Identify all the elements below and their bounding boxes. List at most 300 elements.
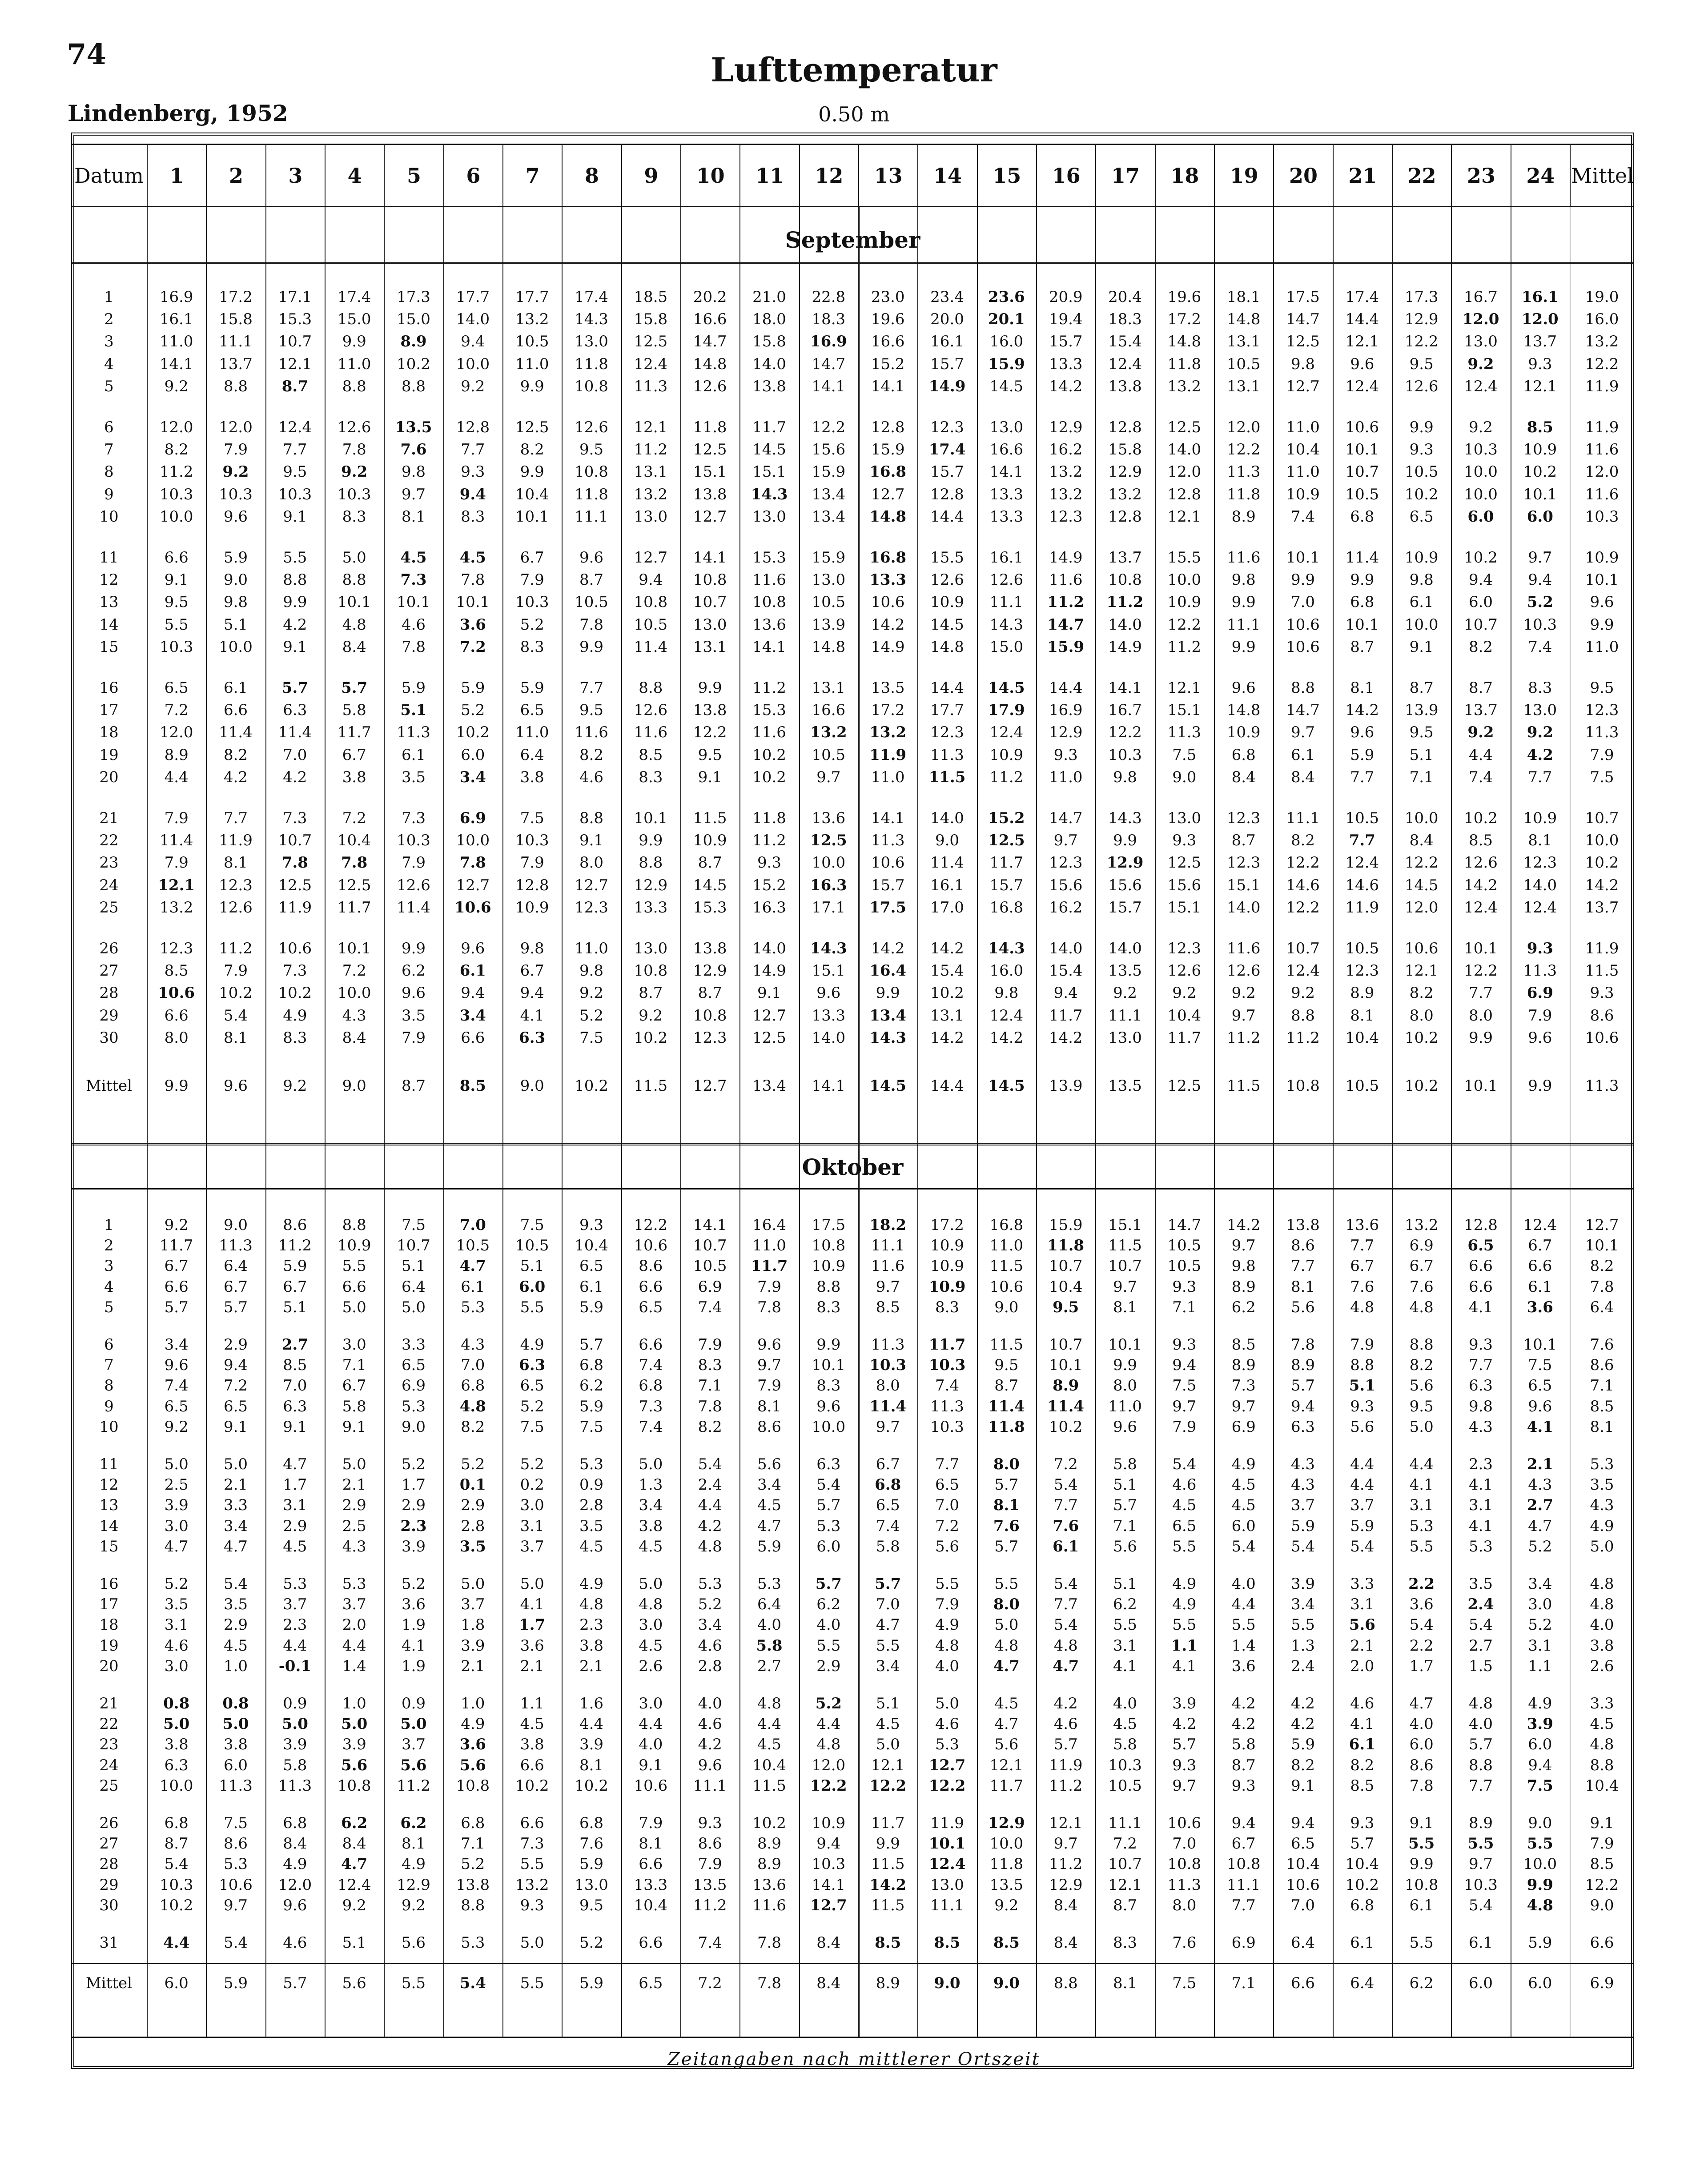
temperature-cell: 6.1 bbox=[1468, 1934, 1493, 1952]
temperature-cell: 5.5 bbox=[1113, 1616, 1137, 1634]
temperature-cell: 7.2 bbox=[223, 1377, 248, 1395]
temperature-cell: 2.0 bbox=[1350, 1657, 1374, 1675]
temperature-cell: 12.2 bbox=[812, 418, 846, 436]
temperature-cell: 16.8 bbox=[989, 898, 1024, 916]
temperature-cell: 10.3 bbox=[337, 485, 371, 503]
temperature-cell: 5.2 bbox=[1528, 1537, 1552, 1555]
temperature-cell: 10.1 bbox=[337, 940, 371, 957]
temperature-cell: 10.2 bbox=[1464, 809, 1498, 827]
temperature-cell: 10.0 bbox=[1404, 809, 1439, 827]
temperature-cell: 9.5 bbox=[698, 746, 722, 764]
temperature-cell: 8.2 bbox=[1290, 1756, 1315, 1774]
temperature-cell: 5.3 bbox=[1409, 1517, 1434, 1535]
temperature-cell: 10.1 bbox=[1523, 1336, 1557, 1354]
day-label: 11 bbox=[99, 549, 119, 567]
temperature-cell: 4.4 bbox=[579, 1715, 604, 1733]
temperature-cell: 8.2 bbox=[1409, 1356, 1434, 1374]
temperature-cell: 2.9 bbox=[461, 1496, 485, 1515]
col-header-hour-19: 19 bbox=[1214, 145, 1273, 206]
temperature-cell: 11.8 bbox=[1047, 1237, 1085, 1255]
temperature-cell: 10.8 bbox=[752, 593, 786, 611]
temperature-cell: 8.5 bbox=[1350, 1776, 1374, 1795]
temperature-cell: 11.5 bbox=[752, 1776, 786, 1795]
temperature-cell: 9.7 bbox=[1053, 832, 1078, 850]
temperature-cell: 2.9 bbox=[283, 1517, 307, 1535]
temperature-cell: 10.9 bbox=[1167, 593, 1202, 611]
temperature-cell: 9.9 bbox=[698, 679, 722, 697]
temperature-cell: 4.3 bbox=[342, 1537, 366, 1555]
temperature-cell: 8.8 bbox=[283, 571, 307, 589]
day-label: 30 bbox=[99, 1896, 119, 1914]
temperature-cell: 12.4 bbox=[278, 418, 312, 436]
temperature-cell: 3.1 bbox=[1113, 1636, 1137, 1655]
temperature-cell: 1.7 bbox=[1409, 1657, 1434, 1675]
col-header-hour-1: 1 bbox=[147, 145, 206, 206]
temperature-cell: 14.3 bbox=[988, 940, 1025, 957]
temperature-cell: 5.1 bbox=[876, 1695, 900, 1712]
temperature-cell: 11.7 bbox=[752, 418, 786, 436]
temperature-cell: 6.8 bbox=[461, 1377, 485, 1395]
temperature-cell: 4.2 bbox=[1053, 1695, 1078, 1712]
temperature-cell: 10.2 bbox=[575, 1776, 608, 1795]
temperature-cell: 8.1 bbox=[1290, 1278, 1315, 1296]
temperature-cell: 12.7 bbox=[928, 1756, 966, 1774]
temperature-cell: 11.8 bbox=[575, 355, 608, 373]
temperature-cell: 5.1 bbox=[223, 615, 248, 634]
temperature-cell: 8.6 bbox=[283, 1216, 307, 1234]
temperature-cell: 9.7 bbox=[1528, 549, 1552, 567]
temperature-cell: 9.2 bbox=[1527, 723, 1553, 742]
day-label: 23 bbox=[99, 1736, 119, 1754]
temperature-cell: 7.2 bbox=[164, 701, 189, 719]
daily-mean-cell: 7.9 bbox=[1590, 1835, 1614, 1853]
temperature-cell: 9.3 bbox=[1172, 1756, 1197, 1774]
temperature-cell: 12.9 bbox=[1108, 463, 1142, 481]
temperature-cell: 4.8 bbox=[1350, 1298, 1374, 1316]
temperature-cell: 9.6 bbox=[1350, 723, 1374, 742]
temperature-cell: 12.7 bbox=[1286, 377, 1320, 395]
temperature-cell: 6.1 bbox=[1409, 593, 1434, 611]
temperature-cell: 5.2 bbox=[1527, 593, 1553, 611]
temperature-cell: 12.1 bbox=[989, 1756, 1024, 1774]
temperature-cell: 7.7 bbox=[1350, 768, 1374, 786]
temperature-cell: 10.5 bbox=[1167, 1237, 1202, 1255]
temperature-cell: 3.6 bbox=[459, 1736, 486, 1754]
temperature-cell: 14.9 bbox=[752, 962, 786, 980]
temperature-cell: 10.3 bbox=[278, 485, 312, 503]
temperature-cell: 4.8 bbox=[579, 1595, 604, 1614]
temperature-cell: 5.2 bbox=[401, 1575, 426, 1593]
temperature-cell: 12.2 bbox=[1404, 333, 1439, 351]
temperature-cell: 6.2 bbox=[401, 962, 426, 980]
temperature-cell: 6.8 bbox=[461, 1814, 485, 1832]
temperature-cell: 6.1 bbox=[1053, 1537, 1079, 1555]
temperature-cell: 4.2 bbox=[1231, 1715, 1256, 1733]
temperature-cell: 6.6 bbox=[639, 1278, 663, 1296]
temperature-cell: 4.0 bbox=[1231, 1575, 1256, 1593]
temperature-cell: 4.0 bbox=[1409, 1715, 1434, 1733]
temperature-cell: 11.6 bbox=[634, 723, 668, 742]
day-label: 20 bbox=[99, 768, 119, 786]
temperature-cell: 10.5 bbox=[515, 333, 549, 351]
temperature-cell: 6.5 bbox=[520, 701, 544, 719]
temperature-cell: 11.5 bbox=[871, 1896, 905, 1914]
temperature-cell: 6.2 bbox=[1231, 1298, 1256, 1316]
temperature-cell: 9.2 bbox=[1468, 418, 1493, 436]
temperature-cell: 4.4 bbox=[164, 768, 189, 786]
temperature-cell: 12.5 bbox=[1286, 333, 1320, 351]
temperature-cell: 8.1 bbox=[223, 854, 248, 872]
temperature-cell: 4.9 bbox=[520, 1336, 544, 1354]
temperature-cell: 16.9 bbox=[1049, 701, 1083, 719]
temperature-cell: 17.1 bbox=[278, 288, 312, 306]
temperature-cell: 4.4 bbox=[639, 1715, 663, 1733]
daily-mean-cell: 11.6 bbox=[1585, 441, 1619, 459]
day-label: 7 bbox=[104, 441, 114, 459]
temperature-cell: 4.5 bbox=[1172, 1496, 1197, 1515]
temperature-cell: 17.0 bbox=[930, 898, 964, 916]
temperature-cell: 15.2 bbox=[752, 876, 786, 894]
temperature-cell: 4.9 bbox=[283, 1006, 307, 1025]
temperature-cell: 15.6 bbox=[812, 441, 846, 459]
temperature-cell: 18.1 bbox=[1226, 288, 1261, 306]
temperature-cell: 5.9 bbox=[520, 679, 544, 697]
temperature-cell: 9.4 bbox=[1290, 1397, 1315, 1415]
temperature-cell: 10.3 bbox=[1464, 1876, 1498, 1894]
daily-mean-cell: 13.2 bbox=[1585, 333, 1619, 351]
temperature-cell: 10.1 bbox=[928, 1835, 966, 1853]
temperature-cell: 4.3 bbox=[1290, 1476, 1315, 1494]
temperature-cell: 15.7 bbox=[930, 463, 964, 481]
temperature-cell: 10.2 bbox=[515, 1776, 549, 1795]
temperature-cell: 13.6 bbox=[752, 615, 786, 634]
temperature-cell: 10.0 bbox=[1404, 615, 1439, 634]
temperature-cell: 2.1 bbox=[1527, 1455, 1553, 1473]
temperature-cell: 6.5 bbox=[579, 1257, 604, 1275]
temperature-cell: 12.6 bbox=[397, 876, 430, 894]
temperature-cell: 9.4 bbox=[1231, 1814, 1256, 1832]
temperature-cell: 4.5 bbox=[757, 1496, 782, 1515]
temperature-cell: 7.3 bbox=[1231, 1377, 1256, 1395]
temperature-cell: 4.4 bbox=[1350, 1476, 1374, 1494]
temperature-cell: 5.6 bbox=[459, 1756, 486, 1774]
footer-note: Zeitangaben nach mittlerer Ortszeit bbox=[667, 2049, 1041, 2070]
temperature-cell: 14.2 bbox=[871, 940, 905, 957]
temperature-cell: 4.2 bbox=[1290, 1715, 1315, 1733]
temperature-cell: 4.0 bbox=[935, 1657, 960, 1675]
temperature-cell: 4.5 bbox=[639, 1537, 663, 1555]
temperature-cell: 3.7 bbox=[461, 1595, 485, 1614]
temperature-cell: 6.5 bbox=[639, 1298, 663, 1316]
temperature-cell: 5.0 bbox=[342, 1455, 366, 1473]
temperature-cell: 9.9 bbox=[1290, 571, 1315, 589]
temperature-cell: 12.9 bbox=[1404, 310, 1439, 329]
temperature-cell: 8.5 bbox=[164, 962, 189, 980]
temperature-cell: 10.9 bbox=[928, 1278, 966, 1296]
temperature-cell: 8.3 bbox=[935, 1298, 960, 1316]
temperature-cell: 17.5 bbox=[1286, 288, 1320, 306]
temperature-cell: 7.3 bbox=[639, 1397, 663, 1415]
temperature-cell: 9.2 bbox=[461, 377, 485, 395]
temperature-cell: 7.9 bbox=[401, 854, 426, 872]
temperature-cell: 12.5 bbox=[810, 832, 847, 850]
temperature-cell: 8.1 bbox=[1350, 1006, 1374, 1025]
temperature-cell: 6.4 bbox=[401, 1278, 426, 1296]
temperature-cell: 7.7 bbox=[1350, 1237, 1374, 1255]
temperature-cell: 5.3 bbox=[757, 1575, 782, 1593]
temperature-cell: 16.8 bbox=[869, 463, 907, 481]
temperature-cell: 2.2 bbox=[1408, 1575, 1435, 1593]
temperature-cell: 5.4 bbox=[223, 1575, 248, 1593]
temperature-cell: 3.1 bbox=[1350, 1595, 1374, 1614]
temperature-cell: 13.6 bbox=[752, 1876, 786, 1894]
temperature-cell: 9.9 bbox=[1231, 593, 1256, 611]
temperature-cell: 11.2 bbox=[1286, 1029, 1320, 1047]
temperature-cell: 13.5 bbox=[871, 679, 905, 697]
day-label: 5 bbox=[104, 1298, 114, 1316]
temperature-cell: 5.3 bbox=[461, 1298, 485, 1316]
temperature-cell: 4.2 bbox=[1290, 1695, 1315, 1712]
temperature-cell: 7.3 bbox=[283, 962, 307, 980]
temperature-cell: 7.9 bbox=[1350, 1336, 1374, 1354]
temperature-cell: 15.0 bbox=[397, 310, 430, 329]
temperature-cell: 0.9 bbox=[401, 1695, 426, 1712]
temperature-cell: 3.0 bbox=[342, 1336, 366, 1354]
temperature-cell: 1.9 bbox=[401, 1657, 426, 1675]
temperature-cell: 9.6 bbox=[223, 507, 248, 526]
temperature-cell: 10.2 bbox=[930, 984, 964, 1002]
temperature-cell: 8.0 bbox=[1409, 1006, 1434, 1025]
temperature-cell: 5.3 bbox=[342, 1575, 366, 1593]
temperature-cell: 11.3 bbox=[1523, 962, 1557, 980]
temperature-cell: 6.7 bbox=[520, 962, 544, 980]
daily-mean-cell: 13.7 bbox=[1585, 898, 1619, 916]
daily-mean-cell: 9.5 bbox=[1590, 679, 1614, 697]
daily-mean-cell: 4.5 bbox=[1590, 1715, 1614, 1733]
temperature-cell: 5.5 bbox=[1408, 1835, 1435, 1853]
temperature-cell: 10.9 bbox=[1226, 723, 1261, 742]
temperature-cell: 5.4 bbox=[1053, 1575, 1078, 1593]
temperature-cell: 12.0 bbox=[1404, 898, 1439, 916]
col-header-hour-8: 8 bbox=[562, 145, 621, 206]
temperature-cell: 9.4 bbox=[461, 984, 485, 1002]
temperature-cell: 4.5 bbox=[1113, 1715, 1137, 1733]
temperature-cell: 5.7 bbox=[1053, 1736, 1078, 1754]
day-label: 9 bbox=[104, 1397, 114, 1415]
temperature-cell: 12.0 bbox=[812, 1756, 846, 1774]
temperature-cell: 5.7 bbox=[1172, 1736, 1197, 1754]
temperature-cell: 3.9 bbox=[1172, 1695, 1197, 1712]
day-label: 25 bbox=[99, 1776, 119, 1795]
temperature-cell: 14.9 bbox=[1108, 638, 1142, 656]
temperature-cell: 5.3 bbox=[1468, 1537, 1493, 1555]
temperature-cell: 13.4 bbox=[812, 507, 846, 526]
temperature-cell: 7.7 bbox=[1349, 832, 1375, 850]
temperature-cell: 14.5 bbox=[693, 876, 727, 894]
day-label: 18 bbox=[99, 1616, 119, 1634]
daily-mean-cell: 10.0 bbox=[1585, 832, 1619, 850]
temperature-cell: 14.2 bbox=[869, 1876, 907, 1894]
temperature-cell: 6.6 bbox=[223, 701, 248, 719]
temperature-cell: 9.8 bbox=[401, 463, 426, 481]
temperature-cell: 11.2 bbox=[1049, 1776, 1083, 1795]
temperature-cell: 12.4 bbox=[337, 1876, 371, 1894]
temperature-cell: 15.9 bbox=[1049, 1216, 1083, 1234]
temperature-cell: 12.8 bbox=[1108, 507, 1142, 526]
temperature-cell: 13.5 bbox=[989, 1876, 1024, 1894]
temperature-cell: 10.4 bbox=[337, 832, 371, 850]
temperature-cell: 6.6 bbox=[520, 1756, 544, 1774]
temperature-cell: 4.6 bbox=[283, 1934, 307, 1952]
temperature-cell: 11.1 bbox=[871, 1237, 905, 1255]
temperature-cell: 4.8 bbox=[1468, 1695, 1493, 1712]
temperature-cell: 6.5 bbox=[1467, 1237, 1494, 1255]
temperature-cell: 11.2 bbox=[278, 1237, 312, 1255]
temperature-cell: 4.7 bbox=[283, 1455, 307, 1473]
temperature-cell: 14.1 bbox=[989, 463, 1024, 481]
temperature-cell: 6.8 bbox=[164, 1814, 189, 1832]
temperature-cell: 12.3 bbox=[1226, 854, 1261, 872]
temperature-cell: 4.2 bbox=[1172, 1715, 1197, 1733]
temperature-cell: 5.5 bbox=[1172, 1616, 1197, 1634]
temperature-cell: 2.8 bbox=[698, 1657, 722, 1675]
temperature-cell: 14.1 bbox=[812, 377, 846, 395]
temperature-cell: 6.3 bbox=[519, 1356, 546, 1374]
temperature-cell: 10.2 bbox=[278, 984, 312, 1002]
monthly-mean-cell: 5.9 bbox=[223, 1974, 248, 1993]
temperature-cell: 11.4 bbox=[930, 854, 964, 872]
temperature-cell: 8.6 bbox=[223, 1835, 248, 1853]
temperature-cell: 11.1 bbox=[1108, 1814, 1142, 1832]
temperature-cell: 16.0 bbox=[989, 962, 1024, 980]
temperature-cell: 14.7 bbox=[1286, 701, 1320, 719]
temperature-cell: 14.4 bbox=[1049, 679, 1083, 697]
temperature-cell: 20.2 bbox=[693, 288, 727, 306]
temperature-cell: 4.7 bbox=[994, 1715, 1019, 1733]
temperature-cell: 6.6 bbox=[639, 1336, 663, 1354]
temperature-cell: 7.9 bbox=[639, 1814, 663, 1832]
temperature-cell: 3.1 bbox=[1409, 1496, 1434, 1515]
temperature-cell: 5.5 bbox=[1172, 1537, 1197, 1555]
temperature-cell: 13.7 bbox=[219, 355, 253, 373]
daily-mean-cell: 12.3 bbox=[1585, 701, 1619, 719]
temperature-cell: 16.3 bbox=[810, 876, 847, 894]
temperature-cell: 10.0 bbox=[812, 854, 846, 872]
day-label: 17 bbox=[99, 1595, 119, 1614]
temperature-cell: 8.3 bbox=[816, 1377, 841, 1395]
temperature-cell: 14.0 bbox=[1226, 898, 1261, 916]
day-label: 19 bbox=[99, 1636, 119, 1655]
temperature-cell: 19.6 bbox=[1167, 288, 1202, 306]
temperature-cell: 10.2 bbox=[752, 1814, 786, 1832]
temperature-cell: 8.8 bbox=[639, 679, 663, 697]
temperature-cell: 4.2 bbox=[223, 768, 248, 786]
temperature-cell: 10.0 bbox=[159, 507, 193, 526]
temperature-cell: 17.4 bbox=[337, 288, 371, 306]
temperature-cell: 8.8 bbox=[1409, 1336, 1434, 1354]
temperature-cell: 0.9 bbox=[283, 1695, 307, 1712]
table-header bbox=[71, 144, 1634, 207]
temperature-cell: 8.7 bbox=[1113, 1896, 1137, 1914]
temperature-cell: 9.6 bbox=[283, 1896, 307, 1914]
temperature-cell: 14.5 bbox=[1404, 876, 1439, 894]
temperature-cell: 5.2 bbox=[164, 1575, 189, 1593]
temperature-cell: 9.7 bbox=[1113, 1278, 1137, 1296]
temperature-cell: 17.1 bbox=[812, 898, 846, 916]
temperature-cell: 9.1 bbox=[1409, 638, 1434, 656]
temperature-cell: 12.6 bbox=[693, 377, 727, 395]
temperature-cell: 5.0 bbox=[639, 1575, 663, 1593]
temperature-cell: 5.4 bbox=[1053, 1616, 1078, 1634]
temperature-cell: 13.6 bbox=[1345, 1216, 1379, 1234]
temperature-cell: 11.4 bbox=[634, 638, 668, 656]
temperature-cell: 10.9 bbox=[930, 593, 964, 611]
temperature-cell: 6.0 bbox=[519, 1278, 546, 1296]
temperature-cell: 14.2 bbox=[1464, 876, 1498, 894]
temperature-cell: 6.8 bbox=[1350, 1896, 1374, 1914]
temperature-cell: 12.7 bbox=[810, 1896, 847, 1914]
temperature-cell: 5.7 bbox=[1290, 1377, 1315, 1395]
temperature-cell: 5.1 bbox=[283, 1298, 307, 1316]
temperature-cell: 6.1 bbox=[1350, 1934, 1374, 1952]
temperature-cell: 8.0 bbox=[876, 1377, 900, 1395]
temperature-cell: 17.4 bbox=[928, 441, 966, 459]
temperature-cell: 15.7 bbox=[930, 355, 964, 373]
temperature-cell: 7.6 bbox=[400, 441, 427, 459]
temperature-cell: 9.2 bbox=[222, 463, 249, 481]
temperature-cell: 10.8 bbox=[1226, 1855, 1261, 1873]
monthly-mean-cell: 6.2 bbox=[1409, 1974, 1434, 1993]
station-label: Lindenberg, 1952 bbox=[68, 100, 288, 126]
temperature-cell: 6.8 bbox=[875, 1476, 901, 1494]
temperature-cell: 16.6 bbox=[693, 310, 727, 329]
temperature-cell: 8.4 bbox=[1290, 768, 1315, 786]
temperature-cell: 10.8 bbox=[575, 463, 608, 481]
temperature-cell: 1.8 bbox=[461, 1616, 485, 1634]
temperature-cell: 10.3 bbox=[515, 593, 549, 611]
temperature-cell: 8.2 bbox=[461, 1418, 485, 1436]
temperature-cell: 4.9 bbox=[579, 1575, 604, 1593]
temperature-cell: 3.6 bbox=[1231, 1657, 1256, 1675]
temperature-cell: 9.2 bbox=[164, 1216, 189, 1234]
temperature-cell: 7.9 bbox=[757, 1278, 782, 1296]
temperature-cell: 4.8 bbox=[816, 1736, 841, 1754]
daily-mean-cell: 4.9 bbox=[1590, 1517, 1614, 1535]
temperature-cell: 6.1 bbox=[1409, 1896, 1434, 1914]
temperature-cell: 10.3 bbox=[159, 638, 193, 656]
temperature-cell: 9.3 bbox=[520, 1896, 544, 1914]
temperature-cell: 11.0 bbox=[1108, 1397, 1142, 1415]
temperature-cell: 11.5 bbox=[871, 1855, 905, 1873]
temperature-cell: 14.8 bbox=[693, 355, 727, 373]
temperature-cell: 12.4 bbox=[1464, 377, 1498, 395]
temperature-cell: 8.9 bbox=[164, 746, 189, 764]
temperature-cell: 5.1 bbox=[342, 1934, 366, 1952]
temperature-cell: 5.4 bbox=[1468, 1616, 1493, 1634]
temperature-cell: 8.4 bbox=[1053, 1896, 1078, 1914]
day-label: 30 bbox=[99, 1029, 119, 1047]
temperature-cell: 5.7 bbox=[994, 1537, 1019, 1555]
temperature-cell: 10.5 bbox=[575, 593, 608, 611]
temperature-cell: 12.9 bbox=[1106, 854, 1144, 872]
temperature-cell: 10.2 bbox=[1404, 485, 1439, 503]
temperature-cell: 4.2 bbox=[1527, 746, 1553, 764]
temperature-cell: 12.5 bbox=[278, 876, 312, 894]
temperature-cell: 2.5 bbox=[164, 1476, 189, 1494]
temperature-cell: 13.8 bbox=[693, 485, 727, 503]
temperature-cell: 13.1 bbox=[930, 1006, 964, 1025]
temperature-cell: 7.8 bbox=[757, 1298, 782, 1316]
